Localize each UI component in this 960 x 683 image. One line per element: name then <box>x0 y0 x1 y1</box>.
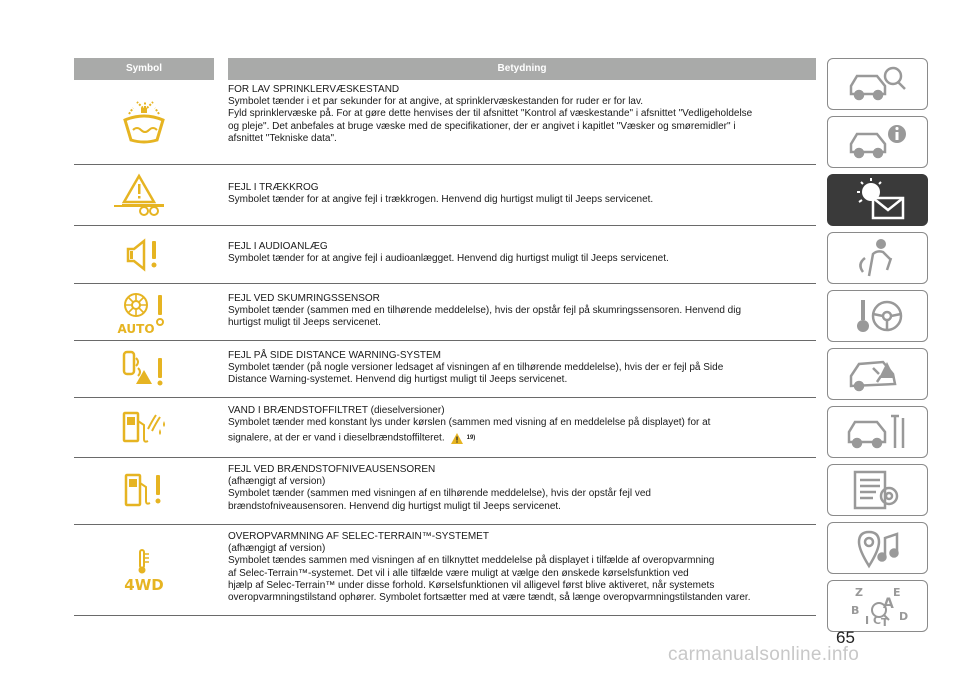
index-letter: Z <box>854 586 863 599</box>
airbag-person-icon <box>843 236 913 280</box>
row-title: FEJL PÅ SIDE DISTANCE WARNING-SYSTEM <box>228 350 441 361</box>
row-line: (afhængigt af version) <box>228 543 326 555</box>
table-header <box>74 58 816 80</box>
trailer-hitch-warning-icon <box>114 173 174 217</box>
row-line: Symbolet tænder i et par sekunder for at angive, at sprinklervæskestanden for ruder er for lav. <box>228 96 644 108</box>
row-title: FEJL I TRÆKKROG <box>228 182 319 193</box>
table-row <box>74 165 816 226</box>
row-title: FOR LAV SPRINKLERVÆSKESTAND <box>228 84 400 95</box>
row-title: OVEROPVARMNING AF SELEC-TERRAIN™-SYSTEMET <box>228 531 489 542</box>
table-row <box>74 284 816 341</box>
tab-starting-driving[interactable] <box>827 290 928 342</box>
tab-technical-data[interactable] <box>827 464 928 516</box>
row-line: hjælp af Selec-Terrain™ under disse forhold. Kørselsfunktionen vil alligevel først blive aktiveret, når systemets <box>228 579 715 591</box>
row-meaning <box>228 165 816 225</box>
index-letters-icon <box>843 584 913 628</box>
row-line: Symbolet tændes sammen med visningen af en tilknyttet meddelelse på displayet i tilfælde af overopvarmning <box>228 555 715 567</box>
4wd-overheat-icon <box>119 546 169 594</box>
index-letter: B <box>850 604 859 617</box>
row-meaning <box>228 80 816 164</box>
row-line: hurtigst muligt til Jeeps servicenet. <box>228 317 381 329</box>
fuel-level-sensor-fault-icon <box>120 469 168 513</box>
row-line: af Selec-Terrain™-systemet. Det vil i alle tilfælde være muligt at vælge den ønskede kørselsfunktion ved <box>228 567 689 579</box>
index-letter: A <box>882 596 894 612</box>
row-meaning <box>228 525 816 615</box>
specifications-gear-icon <box>843 468 913 512</box>
table-row <box>74 525 816 616</box>
index-letter: D <box>898 610 908 623</box>
table-row <box>74 226 816 284</box>
car-accident-icon <box>843 352 913 396</box>
row-meaning <box>228 458 816 524</box>
footnote-ref: 19) <box>466 435 476 442</box>
tab-emergency[interactable] <box>827 348 928 400</box>
table-row <box>74 398 816 458</box>
chapter-tabs <box>827 58 928 638</box>
row-line: overopvarmningstilstand ophører. Symbolet fortsætter med at være tændt, så længe overopvarmningstilstanden varer. <box>228 592 751 604</box>
tab-multimedia[interactable] <box>827 522 928 574</box>
row-meaning <box>228 226 816 283</box>
tab-car-search[interactable] <box>827 58 928 110</box>
row-line: (afhængigt af version) <box>228 476 326 488</box>
row-line: brændstofniveausensoren. Henvend dig hurtigst muligt til Jeeps servicenet. <box>228 500 561 512</box>
row-line: Distance Warning-systemet. Henvend dig hurtigst muligt til Jeeps servicenet. <box>228 374 568 386</box>
row-line: afsnittet "Tekniske data". <box>228 132 337 144</box>
4wd-label: 4WD <box>124 576 164 594</box>
row-line: Symbolet tænder for at angive fejl i trækkrogen. Henvend dig hurtigst muligt til Jeeps servicenet. <box>228 194 654 206</box>
row-title: FEJL VED BRÆNDSTOFNIVEAUSENSOREN <box>228 464 436 475</box>
header-meaning: Betydning <box>497 63 547 74</box>
auto-label: AUTO <box>117 322 155 335</box>
page-number: 65 <box>836 628 855 647</box>
row-line <box>228 429 816 448</box>
car-search-icon <box>843 64 913 104</box>
water-in-fuel-filter-icon <box>120 407 168 449</box>
index-letter: I <box>864 614 869 627</box>
washer-fluid-icon <box>119 100 169 144</box>
tab-safety[interactable] <box>827 232 928 284</box>
row-meaning <box>228 341 816 397</box>
row-title: FEJL I AUDIOANLÆG <box>228 241 328 252</box>
side-distance-warning-icon <box>120 348 168 390</box>
car-info-icon <box>843 122 913 162</box>
index-letter: T <box>880 616 889 628</box>
row-line: Symbolet tænder (sammen med en tilhørende meddelelse), hvis der opstår fejl på skumringssensoren. Henvend dig <box>228 305 742 317</box>
row-line-text: signalere, at der er vand i dieselbrændstoffilteret. <box>228 433 445 445</box>
twilight-sensor-fault-icon <box>114 289 174 335</box>
row-title: FEJL VED SKUMRINGSSENSOR <box>228 293 380 304</box>
watermark: carmanualsonline.info <box>668 644 860 665</box>
row-line: Symbolet tænder med konstant lys under kørslen (sammen med visning af en meddelelse på displayet) for at <box>228 417 711 429</box>
table-row <box>74 341 816 398</box>
warning-triangle-icon <box>451 433 463 444</box>
row-line: Symbolet tænder for at angive fejl i audioanlægget. Henvend dig hurtigst muligt til Jeeps servicenet. <box>228 253 669 265</box>
row-line: Symbolet tænder (på nogle versioner ledsaget af visningen af en tilhørende meddelelse), hvis der er fejl på Side <box>228 362 724 374</box>
audio-fault-icon <box>120 235 168 275</box>
multimedia-icon <box>843 526 913 570</box>
row-meaning <box>228 284 816 340</box>
row-line: og pleje". Det anbefales at bruge væske med de specifikationer, der er angivet i kapitlet "Væsker og smøremidler" i <box>228 120 736 132</box>
header-symbol: Symbol <box>125 63 163 74</box>
row-title: VAND I BRÆNDSTOFFILTRET (dieselversioner) <box>228 405 445 416</box>
row-line: Fyld sprinklervæske på. For at gøre dette henvises der til afsnittet "Kontrol af væskestande" i afsnittet "Vedligeholdelse <box>228 108 753 120</box>
key-steering-wheel-icon <box>843 294 913 338</box>
index-letter: E <box>892 586 901 599</box>
table-row <box>74 80 816 165</box>
row-meaning <box>228 398 816 457</box>
warning-light-message-icon <box>843 178 913 222</box>
index-letter: C <box>872 614 881 627</box>
warning-lights-table <box>74 58 816 616</box>
tab-index[interactable] <box>827 580 928 632</box>
tab-warning-lights-messages[interactable] <box>827 174 928 226</box>
row-line: Symbolet tænder (sammen med visningen af en tilhørende meddelelse), hvis der opstår fejl ved <box>228 488 651 500</box>
tab-service-maintenance[interactable] <box>827 406 928 458</box>
car-service-tools-icon <box>843 410 913 454</box>
tab-car-info[interactable] <box>827 116 928 168</box>
table-row <box>74 458 816 525</box>
